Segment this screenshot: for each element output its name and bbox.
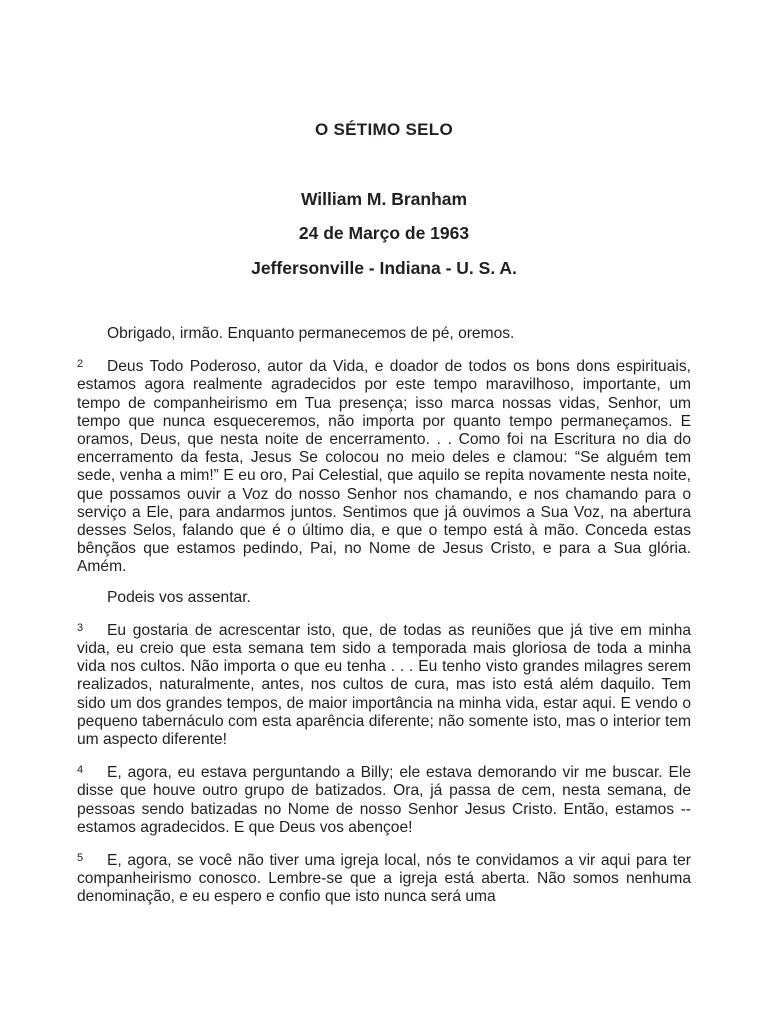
- date-line: 24 de Março de 1963: [298, 223, 470, 243]
- paragraph-text: Eu gostaria de acrescentar isto, que, de todas as reuniões que já tive em minha vida, eu creio que esta semana tem sido a temporada mais gloriosa de toda a minha vida nos cultos. Não importa o que eu tenha . . . Eu tenho visto grandes milagres serem realizados, naturalmente, antes, nos cultos de cura, mas isto está além daquilo. Tem sido um dos grandes tempos, de maior importância na minha vida, estar aqui. E vendo o pequeno tabernáculo com esta aparência diferente; não somente isto, mas o interior tem um aspecto diferente!: [77, 621, 691, 749]
- paragraph-text: E, agora, se você não tiver uma igreja local, nós te convidamos a vir aqui para ter companheirismo conosco. Lembre-se que a igreja está aberta. Não somos nenhuma denominação, e eu espero e confio que isto nunca será uma: [77, 852, 691, 906]
- paragraph-number: 3: [77, 621, 84, 634]
- paragraph-text: Deus Todo Poderoso, autor da Vida, e doador de todos os bons dons espirituais, estamos agora realmente agradecidos por este tempo maravilhoso, importante, um tempo de companheirismo em Tua presença; isso marca nossas vidas, Senhor, um tempo que nunca esqueceremos, não importa por quanto tempo permaneçamos. E oramos, Deus, que nesta noite de encerramento. . . Como foi na Escritura no dia do encerramento da festa, Jesus Se colocou no meio deles e clamou: “Se alguém tem sede, venha a mim!” E eu oro, Pai Celestial, que aquilo se repita novamente nesta noite, que possamos ouvir a Voz do nosso Senhor nos chamando, e nos chamando para o serviço a Ele, para andarmos juntos. Sentimos que já ouvimos a Sua Voz, na abertura desses Selos, falando que é o último dia, e que o tempo está à mão. Conceda estas bênçãos que estamos pedindo, Pai, no Nome de Jesus Cristo, e para a Sua glória. Amém.: [77, 358, 691, 576]
- page-title: O SÉTIMO SELO: [314, 120, 454, 139]
- paragraph-number: 2: [77, 358, 84, 371]
- paragraph-number: 4: [77, 764, 84, 777]
- paragraph-text: Obrigado, irmão. Enquanto permanecemos de pé, oremos.: [107, 325, 515, 342]
- paragraph-3: [77, 589, 691, 607]
- paragraph-4: [77, 619, 691, 749]
- place-line: Jeffersonville - Indiana - U. S. A.: [251, 258, 517, 278]
- paragraph-5: [77, 761, 691, 837]
- paragraph-text: E, agora, eu estava perguntando a Billy; ele estava demorando vir me buscar. Ele disse que houve outro grupo de batizados. Ora, já passa de cem, nesta semana, de pessoas sendo batizadas no Nome de nosso Senhor Jesus Cristo. Então, estamos -- estamos agradecidos. E que Deus vos abençoe!: [77, 764, 691, 836]
- paragraph-number: 5: [77, 852, 84, 865]
- paragraph-2: [77, 355, 691, 576]
- paragraph-text: Podeis vos assentar.: [107, 588, 251, 606]
- paragraph-6: [77, 849, 691, 907]
- author-line: William M. Branham: [300, 189, 468, 209]
- sermon-body: [77, 325, 691, 919]
- paragraph-1: [77, 325, 691, 343]
